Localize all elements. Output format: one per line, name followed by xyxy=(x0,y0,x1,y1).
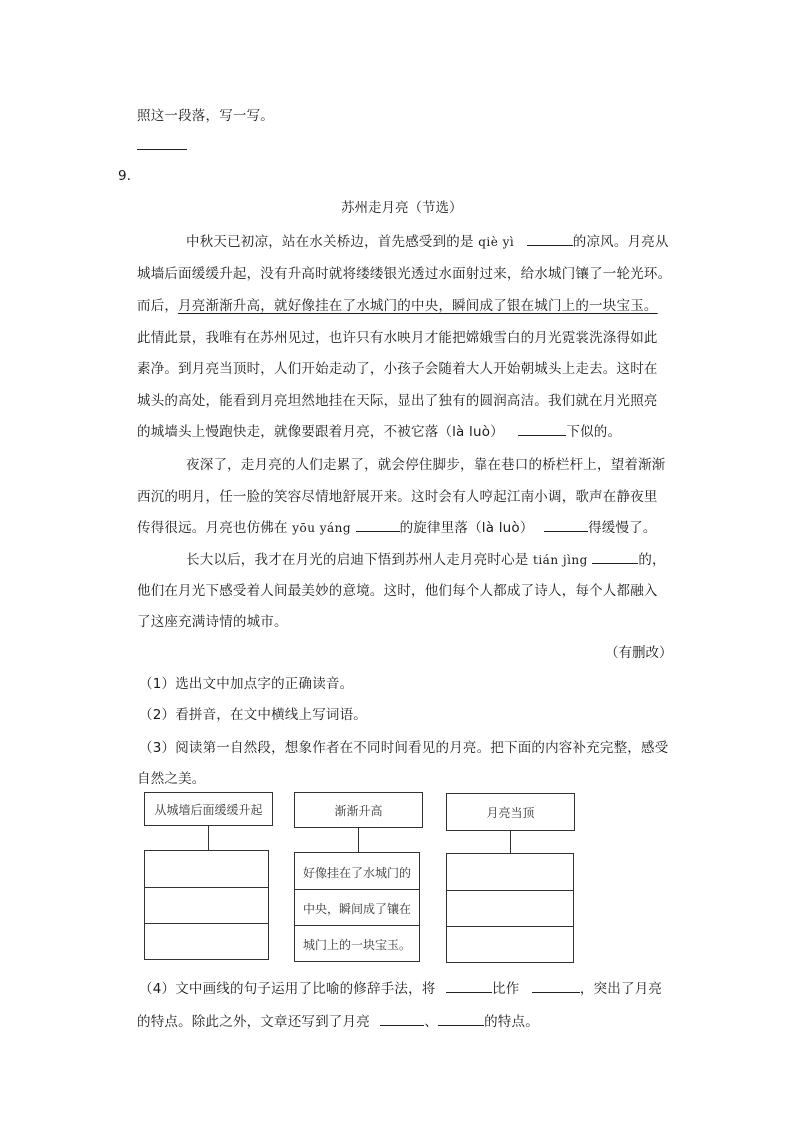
p1-line-4: 此情此景，我唯有在苏州见过，也许只有水映月才能把嫦娥雪白的月光霓裳洗涤得如此 xyxy=(137,330,658,346)
text: 的， xyxy=(638,552,666,568)
diagram-col3-answer-box[interactable] xyxy=(446,853,574,963)
diagram-col3-title: 月亮当顶 xyxy=(446,793,575,831)
p1-line-7 xyxy=(137,420,621,440)
connector-line xyxy=(358,828,359,852)
p2-line-1: 夜深了，走月亮的人们走累了，就会停住脚步，靠在巷口的桥栏杆上，望着渐渐 xyxy=(186,457,666,473)
text: 中秋天已初凉，站在水关桥边，首先感受到的是 xyxy=(186,234,474,250)
content-row xyxy=(295,853,419,890)
connector-line xyxy=(510,831,511,853)
text: 比作 xyxy=(492,981,520,997)
sub-question-1: （1）选出文中加点字的正确读音。 xyxy=(139,676,354,692)
pinyin: tián jìng xyxy=(533,553,588,567)
question-number: 9. xyxy=(118,168,131,184)
text: 、 xyxy=(424,1014,439,1030)
text: 的城墙头上慢跑快走，就像要跟着月亮，不被它落（là luò） xyxy=(137,424,504,440)
text: 得缓慢了。 xyxy=(588,520,657,536)
p1-line-2: 城墙后面缓缓升起，没有升高时就将缕缕银光透过水面射过来，给水城门镶了一轮光环。 xyxy=(137,266,672,282)
text: 而后， xyxy=(137,298,179,314)
blank-youyang[interactable] xyxy=(356,519,400,532)
sub-question-2: （2）看拼音，在文中横线上写词语。 xyxy=(139,707,367,723)
p3-line-2: 他们在月光下感受着人间最美妙的意境。这时，他们每个人都成了诗人，每个人都融入 xyxy=(137,583,658,599)
p2-line-3 xyxy=(137,516,657,536)
underlined-sentence: 月亮渐渐升高，就好像挂在了水城门的中央，瞬间成了银在城门上的一块宝玉。 xyxy=(178,298,658,314)
sub-question-4 xyxy=(139,977,662,997)
p3-line-1 xyxy=(186,548,666,568)
blank-qieyi[interactable] xyxy=(527,233,573,246)
diagram-col2-content-box xyxy=(294,852,420,962)
source-note: （有删改） xyxy=(605,645,673,661)
content-text: 好像挂在了水城门的 xyxy=(303,866,412,880)
blank-tianjing[interactable] xyxy=(592,551,638,564)
text: 的旋律里落（là luò） xyxy=(399,520,534,536)
p2-line-2: 西沉的明月，任一脸的笑容尽情地舒展开来。这时会有人哼起江南小调，歌声在静夜里 xyxy=(137,489,658,505)
sub-question-4-cont xyxy=(137,1010,539,1030)
text: 的特点。 xyxy=(484,1014,539,1030)
blank-feature-2[interactable] xyxy=(438,1013,484,1026)
p1-line-6: 城头的高处，能看到月亮坦然地挂在天际，显出了独有的圆润高洁。我们就在月光照亮 xyxy=(137,393,658,409)
text: 下似的。 xyxy=(566,424,622,440)
diagram-col1-answer-box[interactable] xyxy=(144,850,269,960)
passage-title: 苏州走月亮（节选） xyxy=(341,200,463,216)
p1-line-3 xyxy=(137,294,658,314)
blank-compared[interactable] xyxy=(446,980,492,993)
text: 的凉风。月亮从 xyxy=(572,234,669,250)
sub-question-3-cont: 自然之美。 xyxy=(137,771,206,787)
intro-text: 照这一段落，写一写。 xyxy=(137,108,274,124)
diagram-col1-title: 从城墙后面缓缓升起 xyxy=(144,792,273,826)
sub-question-3: （3）阅读第一自然段，想象作者在不同时间看见的月亮。把下面的内容补充完整，感受 xyxy=(139,740,669,756)
content-text: 中央，瞬间成了镶在 xyxy=(303,902,412,916)
text: ，突出了月亮 xyxy=(579,981,663,997)
content-row xyxy=(295,890,419,926)
content-text: 城门上的一块宝玉。 xyxy=(303,938,412,952)
blank-compared-to[interactable] xyxy=(532,980,580,993)
diagram-col2-title: 渐渐升高 xyxy=(294,792,423,828)
answer-blank[interactable] xyxy=(137,149,187,150)
p3-line-3: 了这座充满诗情的城市。 xyxy=(137,614,288,630)
answer-row[interactable] xyxy=(145,851,268,888)
blank-luo-1[interactable] xyxy=(518,423,566,436)
blank-luo-2[interactable] xyxy=(544,519,588,532)
answer-row[interactable] xyxy=(447,891,573,927)
text: （4）文中画线的句子运用了比喻的修辞手法，将 xyxy=(139,981,436,997)
pinyin: yōu yáng xyxy=(292,521,352,535)
blank-feature-1[interactable] xyxy=(380,1013,424,1026)
p1-line-5: 素净。到月亮当顶时，人们开始走动了，小孩子会随着大人开始朝城头上走去。这时在 xyxy=(137,361,658,377)
text: 传得很远。月亮也仿佛在 xyxy=(137,520,288,536)
p1-line-1 xyxy=(186,230,669,250)
pinyin: qiè yì xyxy=(478,235,515,249)
answer-row[interactable] xyxy=(145,888,268,924)
text: 的特点。除此之外，文章还写到了月亮 xyxy=(137,1014,370,1030)
text: 长大以后，我才在月光的启迪下悟到苏州人走月亮时心是 xyxy=(186,552,529,568)
connector-line xyxy=(208,826,209,850)
answer-row[interactable] xyxy=(447,854,573,891)
